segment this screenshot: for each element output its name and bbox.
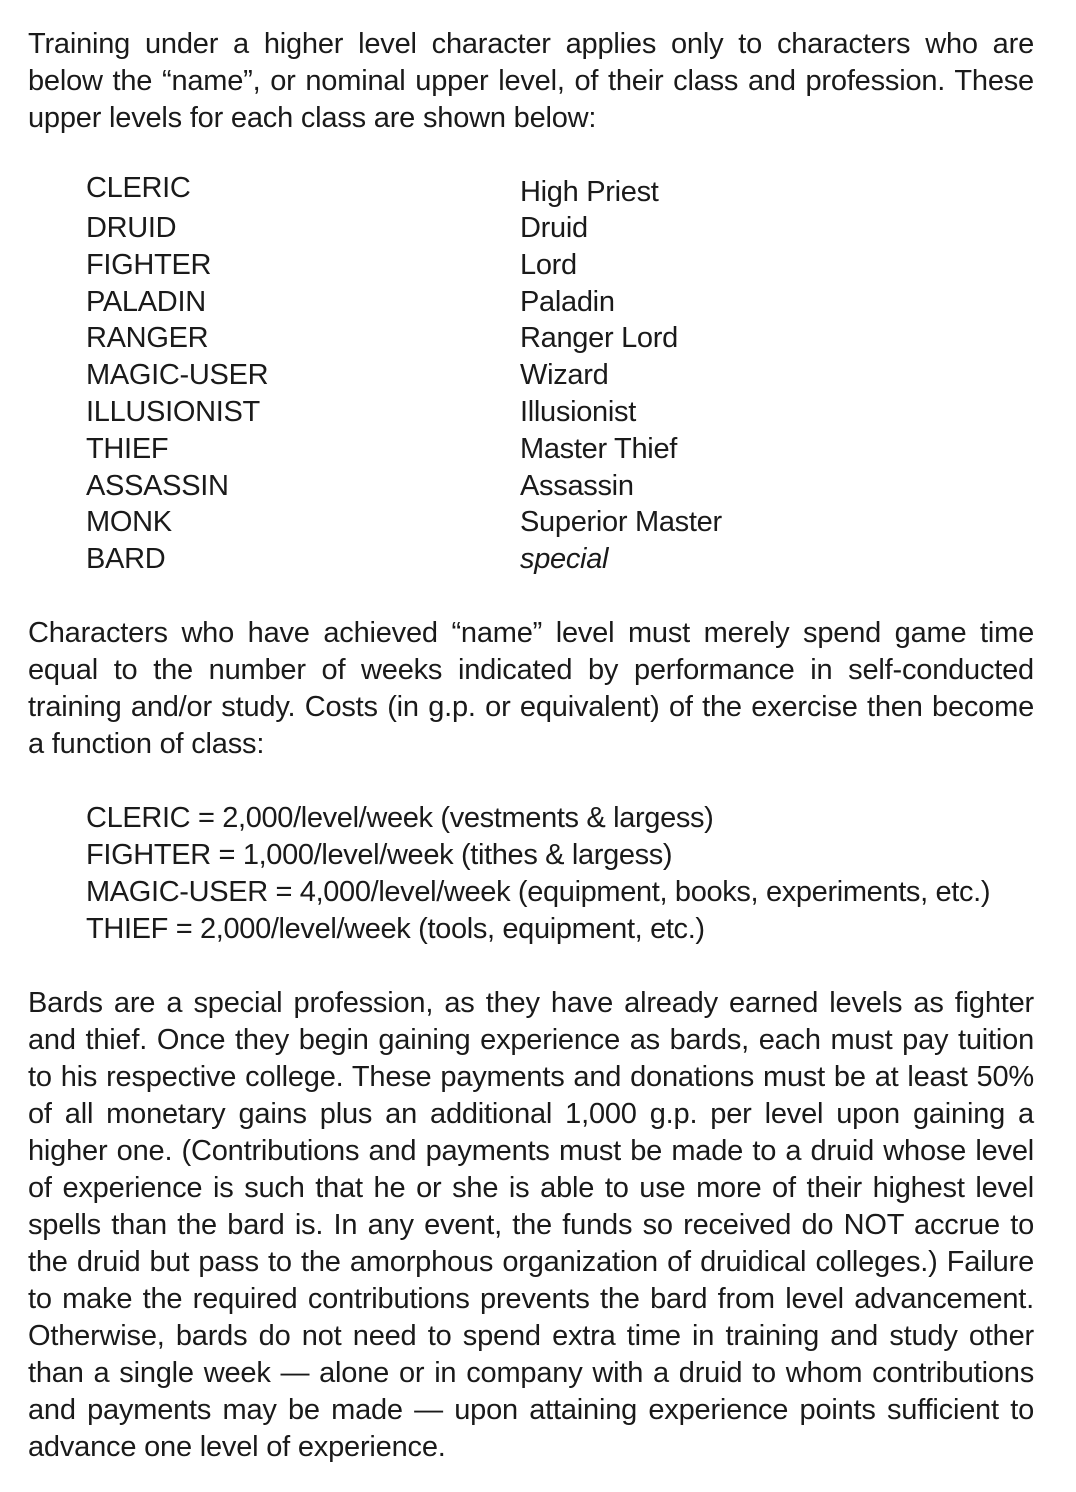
class-row bbox=[86, 431, 1034, 468]
class-row bbox=[86, 504, 1034, 541]
cost-line: THIEF = 2,000/level/week (tools, equipment, etc.) bbox=[86, 912, 705, 945]
class-title: Superior Master bbox=[520, 506, 722, 539]
class-title-table bbox=[86, 174, 1034, 578]
document-page bbox=[28, 26, 1034, 1466]
class-row bbox=[86, 394, 1034, 431]
class-title: High Priest bbox=[520, 176, 659, 208]
cost-line: MAGIC-USER = 4,000/level/week (equipment, books, experiments, etc.) bbox=[86, 875, 991, 908]
class-title: Assassin bbox=[520, 469, 634, 502]
cost-list bbox=[86, 800, 1034, 948]
name-level-paragraph: Characters who have achieved “name” level must merely spend game time equal to the number of weeks indicated by performance in self-conducted training and/or study. Costs (in g.p. or equivalent) of the exercise then become a function of class: bbox=[28, 616, 1034, 760]
class-row bbox=[86, 247, 1034, 284]
class-name: PALADIN bbox=[86, 285, 206, 318]
class-name: ASSASSIN bbox=[86, 469, 229, 502]
class-name: THIEF bbox=[86, 432, 169, 465]
class-name: BARD bbox=[86, 543, 166, 576]
class-name: MONK bbox=[86, 506, 172, 539]
class-name: FIGHTER bbox=[86, 248, 212, 281]
class-name: ILLUSIONIST bbox=[86, 395, 260, 428]
class-row bbox=[86, 357, 1034, 394]
class-name: RANGER bbox=[86, 322, 209, 355]
class-title: Druid bbox=[520, 212, 588, 244]
intro-paragraph: Training under a higher level character applies only to characters who are below the “name”, or nominal upper level, of their class and profession. These upper levels for each class are shown below: bbox=[28, 28, 1034, 134]
class-title: Lord bbox=[520, 248, 577, 281]
cost-line: CLERIC = 2,000/level/week (vestments & largess) bbox=[86, 801, 714, 834]
class-name: DRUID bbox=[86, 212, 177, 244]
class-row bbox=[86, 284, 1034, 321]
class-title: Master Thief bbox=[520, 432, 678, 465]
class-row bbox=[86, 541, 1034, 578]
bards-paragraph: Bards are a special profession, as they have already earned levels as fighter and thief. Once they begin gaining experience as bards, each must pay tuition to his respective college. These payments and donations must be at least 50% of all monetary gains plus an additional 1,000 g.p. per level upon gaining a higher one. (Contributions and payments must be made to a druid whose level of experience is such that he or she is able to use more of their highest level spells than the bard is. In any event, the funds so received do NOT accrue to the druid but pass to the amorphous organization of druidical colleges.) Failure to make the required contributions prevents the bard from level advancement. Otherwise, bards do not need to spend extra time in training and study other than a single week — alone or in company with a druid to whom contributions and payments may be made — upon attaining experience points sufficient to advance one level of experience. bbox=[28, 986, 1034, 1463]
class-title: special bbox=[520, 543, 609, 576]
class-row bbox=[86, 210, 1034, 247]
class-title: Illusionist bbox=[520, 395, 636, 428]
cost-line: FIGHTER = 1,000/level/week (tithes & largess) bbox=[86, 838, 673, 871]
class-name: CLERIC bbox=[86, 172, 191, 204]
class-title: Wizard bbox=[520, 359, 609, 392]
class-row bbox=[86, 468, 1034, 505]
class-row bbox=[86, 174, 1034, 210]
class-name: MAGIC-USER bbox=[86, 359, 269, 392]
class-row bbox=[86, 320, 1034, 357]
class-title: Ranger Lord bbox=[520, 322, 678, 355]
class-title: Paladin bbox=[520, 285, 615, 318]
